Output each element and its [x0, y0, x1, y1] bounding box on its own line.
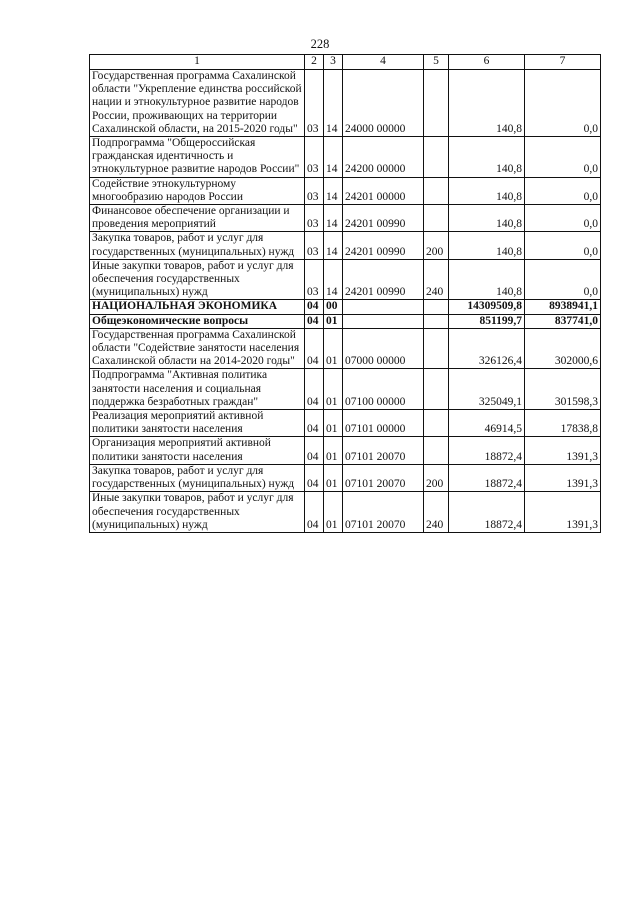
amount-col7-cell: 0,0	[525, 232, 601, 259]
amount-col6-cell: 140,8	[449, 70, 525, 137]
subsection-code-cell: 00	[324, 300, 343, 314]
row-name-cell: Содействие этнокультурному многообразию народов России	[90, 177, 305, 204]
row-name-cell: Подпрограмма "Активная политика занятости населения и социальная поддержка безработных граждан"	[90, 369, 305, 410]
table-row	[90, 232, 601, 259]
row-name-cell: Закупка товаров, работ и услуг для государственных (муниципальных) нужд	[90, 232, 305, 259]
table-row	[90, 300, 601, 314]
table-row	[90, 492, 601, 533]
target-article-cell: 24201 00990	[343, 205, 424, 232]
expense-type-cell	[424, 70, 449, 137]
table-row	[90, 314, 601, 328]
target-article-cell	[343, 300, 424, 314]
subsection-code-cell: 01	[324, 328, 343, 369]
target-article-cell: 07101 20070	[343, 437, 424, 464]
header-cell: 4	[343, 55, 424, 70]
amount-col7-cell: 301598,3	[525, 369, 601, 410]
section-code-cell: 03	[305, 177, 324, 204]
subsection-code-cell: 14	[324, 177, 343, 204]
header-cell: 3	[324, 55, 343, 70]
subsection-code-cell: 14	[324, 259, 343, 300]
header-cell: 1	[90, 55, 305, 70]
expense-type-cell	[424, 300, 449, 314]
expense-type-cell	[424, 410, 449, 437]
row-name-cell: НАЦИОНАЛЬНАЯ ЭКОНОМИКА	[90, 300, 305, 314]
row-name-cell: Государственная программа Сахалинской области "Укрепление единства российской нации и этнокультурное развитие народов России, проживающих на территории Сахалинской области, на 2015-2020 годы"	[90, 70, 305, 137]
section-code-cell: 03	[305, 70, 324, 137]
amount-col7-cell: 302000,6	[525, 328, 601, 369]
subsection-code-cell: 14	[324, 232, 343, 259]
budget-table	[89, 54, 601, 533]
section-code-cell: 04	[305, 492, 324, 533]
section-code-cell: 03	[305, 137, 324, 178]
table-row	[90, 369, 601, 410]
amount-col7-cell: 0,0	[525, 259, 601, 300]
page-number: 228	[310, 37, 330, 51]
target-article-cell	[343, 314, 424, 328]
target-article-cell: 24000 00000	[343, 70, 424, 137]
target-article-cell: 07101 20070	[343, 464, 424, 491]
header-cell: 2	[305, 55, 324, 70]
target-article-cell: 24200 00000	[343, 137, 424, 178]
header-cell: 5	[424, 55, 449, 70]
target-article-cell: 24201 00990	[343, 232, 424, 259]
amount-col7-cell: 8938941,1	[525, 300, 601, 314]
amount-col6-cell: 140,8	[449, 137, 525, 178]
header-cell: 7	[525, 55, 601, 70]
subsection-code-cell: 01	[324, 437, 343, 464]
amount-col6-cell: 851199,7	[449, 314, 525, 328]
subsection-code-cell: 01	[324, 410, 343, 437]
amount-col7-cell: 1391,3	[525, 437, 601, 464]
table-header-row	[90, 55, 601, 70]
subsection-code-cell: 01	[324, 464, 343, 491]
amount-col6-cell: 14309509,8	[449, 300, 525, 314]
target-article-cell: 24201 00000	[343, 177, 424, 204]
section-code-cell: 04	[305, 328, 324, 369]
table-row	[90, 328, 601, 369]
table-row	[90, 70, 601, 137]
target-article-cell: 07101 00000	[343, 410, 424, 437]
amount-col7-cell: 0,0	[525, 205, 601, 232]
target-article-cell: 24201 00990	[343, 259, 424, 300]
table-row	[90, 437, 601, 464]
amount-col6-cell: 140,8	[449, 259, 525, 300]
subsection-code-cell: 14	[324, 205, 343, 232]
expense-type-cell	[424, 137, 449, 178]
amount-col6-cell: 140,8	[449, 232, 525, 259]
subsection-code-cell: 01	[324, 369, 343, 410]
amount-col6-cell: 140,8	[449, 177, 525, 204]
table-row	[90, 177, 601, 204]
amount-col6-cell: 18872,4	[449, 464, 525, 491]
amount-col7-cell: 837741,0	[525, 314, 601, 328]
header-cell: 6	[449, 55, 525, 70]
expense-type-cell: 240	[424, 492, 449, 533]
section-code-cell: 03	[305, 232, 324, 259]
row-name-cell: Общеэкономические вопросы	[90, 314, 305, 328]
section-code-cell: 04	[305, 314, 324, 328]
row-name-cell: Закупка товаров, работ и услуг для государственных (муниципальных) нужд	[90, 464, 305, 491]
subsection-code-cell: 01	[324, 314, 343, 328]
table-row	[90, 464, 601, 491]
expense-type-cell: 240	[424, 259, 449, 300]
section-code-cell: 04	[305, 410, 324, 437]
subsection-code-cell: 14	[324, 137, 343, 178]
amount-col7-cell: 0,0	[525, 137, 601, 178]
amount-col6-cell: 326126,4	[449, 328, 525, 369]
row-name-cell: Организация мероприятий активной политики занятости населения	[90, 437, 305, 464]
table-body	[90, 55, 601, 533]
row-name-cell: Иные закупки товаров, работ и услуг для обеспечения государственных (муниципальных) нужд	[90, 259, 305, 300]
table-row	[90, 205, 601, 232]
row-name-cell: Государственная программа Сахалинской области "Содействие занятости населения Сахалинской области на 2014-2020 годы"	[90, 328, 305, 369]
expense-type-cell	[424, 205, 449, 232]
amount-col7-cell: 0,0	[525, 70, 601, 137]
subsection-code-cell: 14	[324, 70, 343, 137]
amount-col6-cell: 46914,5	[449, 410, 525, 437]
expense-type-cell: 200	[424, 232, 449, 259]
section-code-cell: 04	[305, 437, 324, 464]
amount-col6-cell: 18872,4	[449, 437, 525, 464]
table-row	[90, 259, 601, 300]
amount-col7-cell: 1391,3	[525, 464, 601, 491]
amount-col6-cell: 325049,1	[449, 369, 525, 410]
expense-type-cell	[424, 177, 449, 204]
expense-type-cell: 200	[424, 464, 449, 491]
subsection-code-cell: 01	[324, 492, 343, 533]
table-row	[90, 410, 601, 437]
expense-type-cell	[424, 314, 449, 328]
section-code-cell: 04	[305, 369, 324, 410]
section-code-cell: 04	[305, 464, 324, 491]
expense-type-cell	[424, 369, 449, 410]
section-code-cell: 03	[305, 205, 324, 232]
target-article-cell: 07100 00000	[343, 369, 424, 410]
amount-col7-cell: 0,0	[525, 177, 601, 204]
row-name-cell: Подпрограмма "Общероссийская гражданская идентичность и этнокультурное развитие народов России"	[90, 137, 305, 178]
row-name-cell: Иные закупки товаров, работ и услуг для обеспечения государственных (муниципальных) нужд	[90, 492, 305, 533]
amount-col7-cell: 1391,3	[525, 492, 601, 533]
expense-type-cell	[424, 437, 449, 464]
row-name-cell: Финансовое обеспечение организации и проведения мероприятий	[90, 205, 305, 232]
table-row	[90, 137, 601, 178]
amount-col7-cell: 17838,8	[525, 410, 601, 437]
section-code-cell: 03	[305, 259, 324, 300]
amount-col6-cell: 18872,4	[449, 492, 525, 533]
target-article-cell: 07000 00000	[343, 328, 424, 369]
section-code-cell: 04	[305, 300, 324, 314]
target-article-cell: 07101 20070	[343, 492, 424, 533]
expense-type-cell	[424, 328, 449, 369]
row-name-cell: Реализация мероприятий активной политики занятости населения	[90, 410, 305, 437]
amount-col6-cell: 140,8	[449, 205, 525, 232]
